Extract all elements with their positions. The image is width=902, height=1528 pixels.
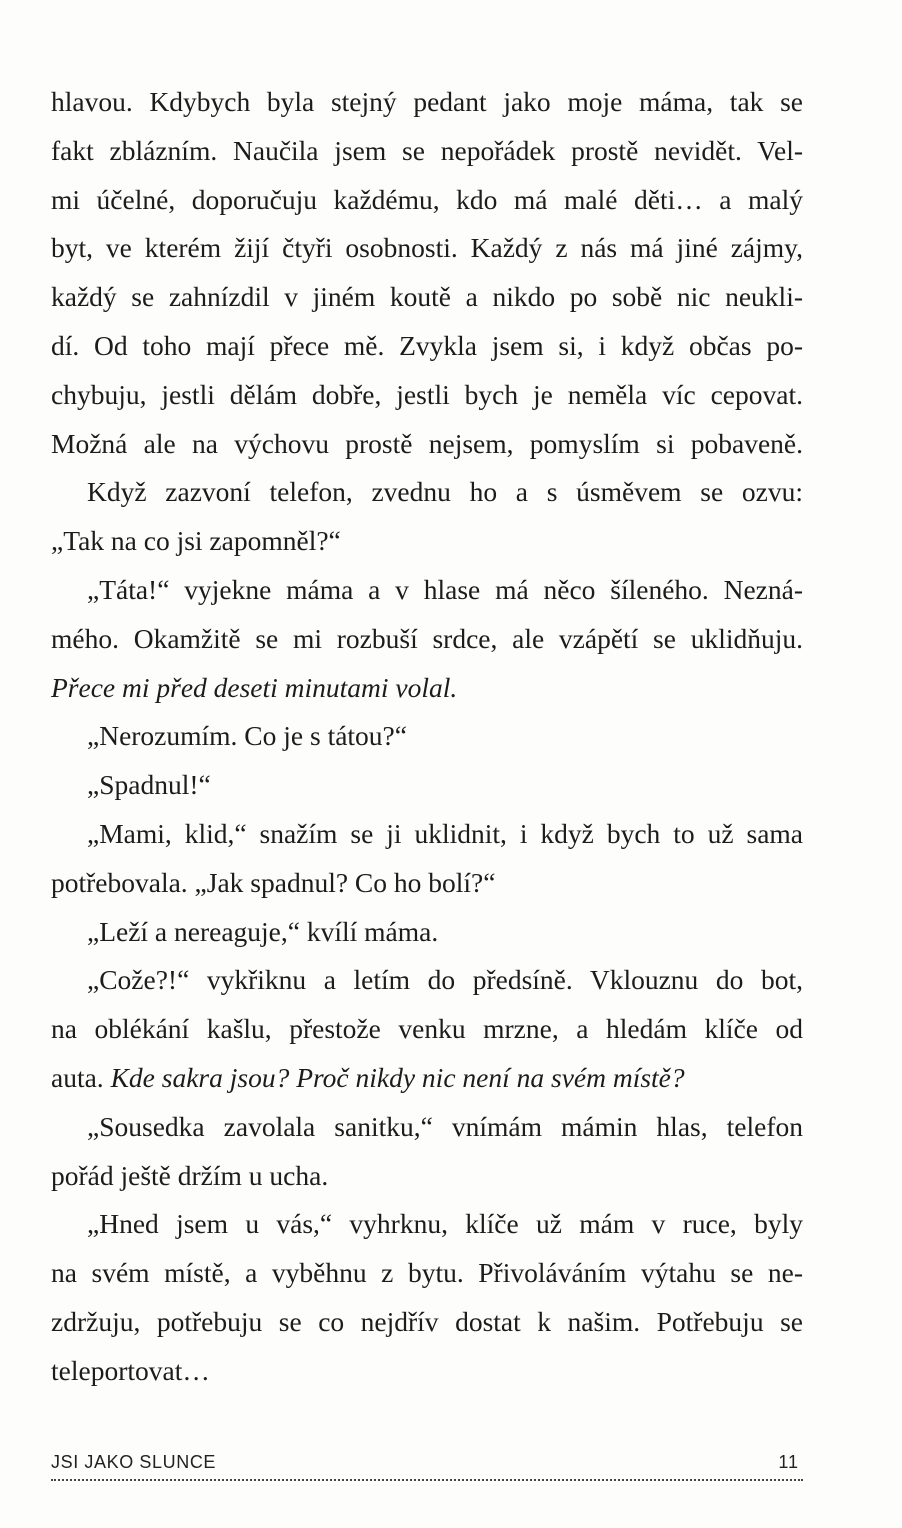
text-line: „Spadnul!“ [87, 769, 211, 801]
paragraph [51, 956, 803, 1102]
text-line: „Nerozumím. Co je s tátou?“ [87, 720, 407, 752]
text-line: teleportovat… [51, 1354, 210, 1386]
text-line: „Hned jsem u vás,“ vyhrknu, klíče už mám v ruce, byly [87, 1208, 803, 1240]
text-line: dí. Od toho mají přece mě. Zvykla jsem si, i když občas po- [51, 329, 803, 361]
text-line: „Leží a nereaguje,“ kvílí máma. [87, 915, 439, 947]
dotted-rule [51, 1479, 803, 1481]
page-footer [51, 1452, 803, 1492]
text-line: mi účelné, doporučuju každému, kdo má malé děti… a malý [51, 183, 803, 215]
text-line: každý se zahnízdil v jiném koutě a nikdo po sobě nic neukli- [51, 281, 803, 313]
paragraph [51, 712, 803, 761]
text-line: „Táta!“ vyjekne máma a v hlase má něco šíleného. Nezná- [87, 573, 803, 605]
text-line: hlavou. Kdybych byla stejný pedant jako moje máma, tak se [51, 86, 803, 117]
text-line: „Tak na co jsi zapomněl?“ [51, 525, 341, 557]
text-line: Možná ale na výchovu prostě nejsem, pomyslím si pobaveně. [51, 427, 803, 459]
italic-span: Kde sakra jsou? Proč nikdy nic není na svém místě? [110, 1061, 685, 1093]
paragraph [51, 810, 803, 908]
page-number: 11 [778, 1452, 799, 1472]
text-line: „Sousedka zavolala sanitku,“ vnímám mámin hlas, telefon [87, 1110, 803, 1142]
paragraph [51, 1200, 803, 1395]
text-line: byt, ve kterém žijí čtyři osobnosti. Každý z nás má jiné zájmy, [51, 232, 803, 264]
text-line: chybuju, jestli dělám dobře, jestli bych je neměla víc cepovat. [51, 378, 803, 410]
running-footer-title: JSI JAKO SLUNCE [51, 1452, 217, 1472]
paragraph [51, 468, 803, 566]
mixed-text-line [51, 1054, 803, 1103]
italic-text-line: Přece mi před deseti minutami volal. [51, 671, 458, 703]
plain-span: auta. [51, 1061, 111, 1093]
paragraph [51, 566, 803, 712]
text-line: zdržuju, potřebuju se co nejdřív dostat k našim. Potřebuju se [51, 1305, 803, 1337]
text-line: mého. Okamžitě se mi rozbuší srdce, ale vzápětí se uklidňuju. [51, 622, 803, 654]
paragraph [51, 908, 803, 957]
text-line: na oblékání kašlu, přestože venku mrzne, a hledám klíče od [51, 1013, 803, 1045]
text-line: „Cože?!“ vykřiknu a letím do předsíně. Vklouznu do bot, [87, 964, 803, 996]
page-body [51, 78, 803, 1396]
text-line: Když zazvoní telefon, zvednu ho a s úsměvem se ozvu: [87, 476, 803, 508]
paragraph [51, 761, 803, 810]
text-line: na svém místě, a vyběhnu z bytu. Přivoláváním výtahu se ne- [51, 1257, 803, 1289]
text-line: potřebovala. „Jak spadnul? Co ho bolí?“ [51, 866, 496, 898]
paragraph [51, 78, 803, 468]
paragraph [51, 1103, 803, 1201]
text-line: „Mami, klid,“ snažím se ji uklidnit, i když bych to už sama [87, 817, 803, 849]
text-line: pořád ještě držím u ucha. [51, 1159, 329, 1191]
text-line: fakt zblázním. Naučila jsem se nepořádek prostě nevidět. Vel- [51, 134, 803, 166]
